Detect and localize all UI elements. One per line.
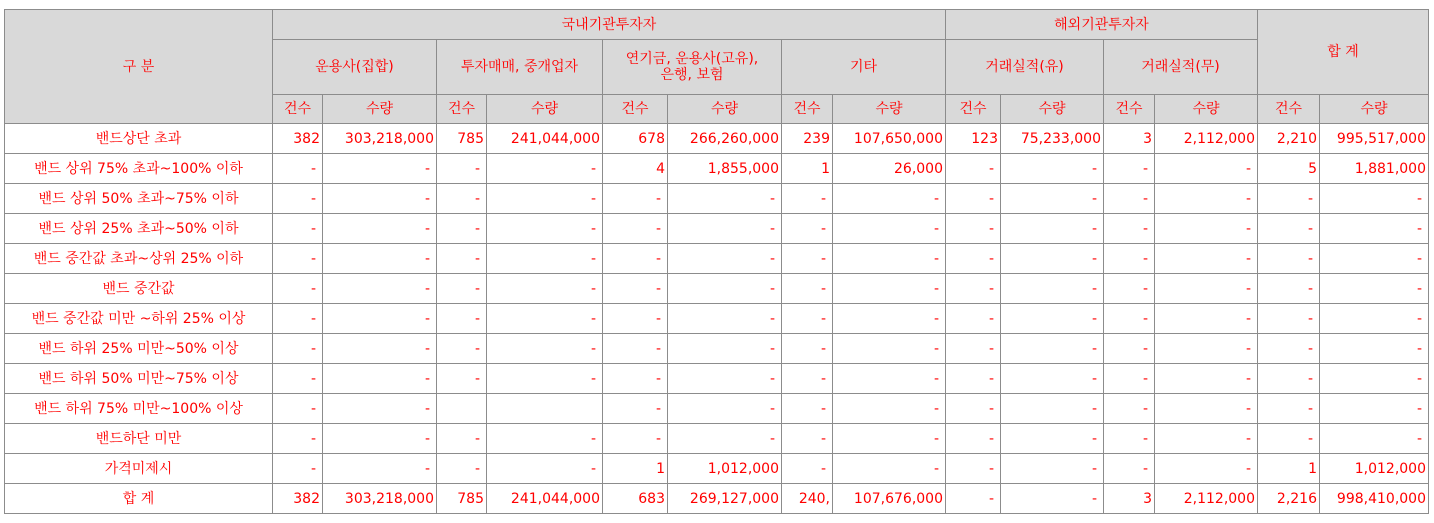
- count-cell: -: [1104, 334, 1155, 364]
- count-cell: -: [1258, 244, 1320, 274]
- table-row: [5, 424, 1429, 454]
- quantity-cell: -: [487, 274, 603, 304]
- total-header: 합 계: [1258, 10, 1429, 95]
- quantity-cell: -: [1001, 394, 1104, 424]
- row-label: 합 계: [5, 484, 273, 514]
- count-cell: -: [1104, 424, 1155, 454]
- quantity-cell: 1,012,000: [668, 454, 782, 484]
- count-cell: 3: [1104, 484, 1155, 514]
- quantity-cell: -: [1001, 484, 1104, 514]
- quantity-cell: -: [668, 304, 782, 334]
- quantity-cell: -: [1155, 394, 1258, 424]
- count-cell: -: [437, 334, 487, 364]
- quantity-cell: -: [1320, 184, 1429, 214]
- group-header-track-record-no: 거래실적(무): [1104, 40, 1258, 95]
- count-cell: -: [782, 304, 833, 334]
- quantity-cell: 303,218,000: [323, 484, 437, 514]
- quantity-cell: -: [668, 334, 782, 364]
- count-cell: 1: [1258, 454, 1320, 484]
- count-cell: -: [603, 364, 668, 394]
- quantity-cell: -: [487, 154, 603, 184]
- quantity-cell: 241,044,000: [487, 124, 603, 154]
- quantity-column-header: 수량: [833, 95, 946, 124]
- count-cell: -: [273, 334, 323, 364]
- count-column-header: 건수: [437, 95, 487, 124]
- count-cell: -: [946, 454, 1001, 484]
- quantity-cell: 26,000: [833, 154, 946, 184]
- quantity-cell: -: [487, 214, 603, 244]
- quantity-column-header: 수량: [1320, 95, 1429, 124]
- table-row: [5, 454, 1429, 484]
- count-cell: -: [603, 274, 668, 304]
- count-cell: -: [1104, 274, 1155, 304]
- quantity-cell: 266,260,000: [668, 124, 782, 154]
- count-cell: -: [1258, 304, 1320, 334]
- quantity-cell: -: [1155, 304, 1258, 334]
- count-cell: -: [437, 244, 487, 274]
- group-header-broker-dealer: 투자매매, 중개업자: [437, 40, 603, 95]
- table-body: [5, 124, 1429, 514]
- count-cell: -: [437, 154, 487, 184]
- row-label: 밴드 상위 50% 초과~75% 이하: [5, 184, 273, 214]
- quantity-cell: [487, 394, 603, 424]
- count-cell: -: [946, 484, 1001, 514]
- count-cell: 382: [273, 124, 323, 154]
- row-label: 밴드상단 초과: [5, 124, 273, 154]
- quantity-cell: -: [1155, 424, 1258, 454]
- count-cell: -: [1104, 364, 1155, 394]
- quantity-cell: 2,112,000: [1155, 124, 1258, 154]
- count-column-header: 건수: [1258, 95, 1320, 124]
- count-cell: 123: [946, 124, 1001, 154]
- count-cell: -: [1258, 424, 1320, 454]
- count-cell: -: [946, 184, 1001, 214]
- count-cell: 2,216: [1258, 484, 1320, 514]
- count-cell: -: [273, 424, 323, 454]
- allocation-table: [4, 9, 1429, 514]
- quantity-cell: -: [833, 334, 946, 364]
- quantity-cell: -: [833, 304, 946, 334]
- quantity-cell: -: [1155, 274, 1258, 304]
- count-cell: -: [437, 304, 487, 334]
- count-cell: -: [603, 184, 668, 214]
- count-cell: -: [1104, 184, 1155, 214]
- quantity-cell: 107,650,000: [833, 124, 946, 154]
- foreign-investor-header: 해외기관투자자: [946, 10, 1258, 40]
- count-cell: 1: [782, 154, 833, 184]
- quantity-cell: -: [1001, 334, 1104, 364]
- allocation-table-container: [4, 9, 1429, 514]
- count-cell: -: [273, 364, 323, 394]
- count-cell: -: [273, 274, 323, 304]
- count-cell: -: [603, 214, 668, 244]
- quantity-column-header: 수량: [1155, 95, 1258, 124]
- quantity-cell: -: [487, 364, 603, 394]
- quantity-cell: -: [668, 274, 782, 304]
- quantity-cell: 303,218,000: [323, 124, 437, 154]
- table-row: [5, 274, 1429, 304]
- row-label: 밴드 중간값 미만 ~하위 25% 이상: [5, 304, 273, 334]
- quantity-cell: -: [487, 304, 603, 334]
- count-cell: -: [437, 184, 487, 214]
- row-label: 밴드 중간값 초과~상위 25% 이하: [5, 244, 273, 274]
- quantity-cell: -: [668, 184, 782, 214]
- count-cell: -: [603, 304, 668, 334]
- quantity-cell: -: [1320, 304, 1429, 334]
- count-cell: -: [946, 154, 1001, 184]
- count-cell: -: [437, 424, 487, 454]
- count-cell: -: [782, 244, 833, 274]
- quantity-cell: -: [323, 214, 437, 244]
- quantity-cell: 2,112,000: [1155, 484, 1258, 514]
- quantity-cell: -: [487, 334, 603, 364]
- count-cell: -: [782, 334, 833, 364]
- count-cell: -: [273, 214, 323, 244]
- row-label: 가격미제시: [5, 454, 273, 484]
- quantity-cell: -: [323, 184, 437, 214]
- count-cell: -: [603, 394, 668, 424]
- table-row: [5, 364, 1429, 394]
- count-cell: -: [782, 274, 833, 304]
- quantity-cell: -: [323, 424, 437, 454]
- group-header-pension-line1: 연기금, 운용사(고유),: [625, 51, 759, 67]
- count-cell: -: [1258, 394, 1320, 424]
- count-cell: -: [1104, 154, 1155, 184]
- quantity-cell: -: [1001, 454, 1104, 484]
- quantity-cell: -: [833, 424, 946, 454]
- quantity-cell: -: [487, 244, 603, 274]
- count-column-header: 건수: [1104, 95, 1155, 124]
- count-cell: -: [946, 424, 1001, 454]
- quantity-cell: -: [1320, 364, 1429, 394]
- count-column-header: 건수: [946, 95, 1001, 124]
- count-cell: -: [273, 394, 323, 424]
- quantity-cell: 75,233,000: [1001, 124, 1104, 154]
- group-header-asset-manager-collective: 운용사(집합): [273, 40, 437, 95]
- quantity-cell: -: [1001, 424, 1104, 454]
- count-cell: -: [437, 364, 487, 394]
- quantity-cell: -: [323, 244, 437, 274]
- quantity-cell: 107,676,000: [833, 484, 946, 514]
- quantity-cell: -: [1155, 214, 1258, 244]
- quantity-cell: -: [487, 424, 603, 454]
- group-header-track-record-yes: 거래실적(유): [946, 40, 1104, 95]
- quantity-cell: 269,127,000: [668, 484, 782, 514]
- row-label: 밴드 하위 50% 미만~75% 이상: [5, 364, 273, 394]
- count-cell: -: [603, 244, 668, 274]
- count-cell: 678: [603, 124, 668, 154]
- count-cell: -: [782, 454, 833, 484]
- quantity-cell: -: [1001, 364, 1104, 394]
- quantity-cell: -: [1320, 274, 1429, 304]
- count-cell: -: [273, 454, 323, 484]
- quantity-cell: -: [487, 184, 603, 214]
- count-cell: -: [1104, 454, 1155, 484]
- table-row: [5, 304, 1429, 334]
- quantity-cell: -: [1155, 154, 1258, 184]
- count-cell: -: [1258, 364, 1320, 394]
- quantity-column-header: 수량: [668, 95, 782, 124]
- total-row: [5, 484, 1429, 514]
- group-header-other: 기타: [782, 40, 946, 95]
- table-row: [5, 184, 1429, 214]
- quantity-cell: -: [323, 304, 437, 334]
- quantity-cell: -: [833, 214, 946, 244]
- category-header: 구 분: [5, 10, 273, 124]
- quantity-cell: -: [668, 394, 782, 424]
- count-column-header: 건수: [603, 95, 668, 124]
- count-cell: -: [273, 244, 323, 274]
- quantity-cell: -: [1320, 424, 1429, 454]
- count-cell: -: [946, 304, 1001, 334]
- count-cell: -: [946, 274, 1001, 304]
- table-row: [5, 394, 1429, 424]
- quantity-cell: 241,044,000: [487, 484, 603, 514]
- table-row: [5, 124, 1429, 154]
- quantity-cell: 1,881,000: [1320, 154, 1429, 184]
- row-label: 밴드 중간값: [5, 274, 273, 304]
- count-cell: -: [1104, 304, 1155, 334]
- quantity-cell: -: [1320, 334, 1429, 364]
- count-cell: -: [946, 244, 1001, 274]
- count-cell: -: [1258, 214, 1320, 244]
- count-cell: -: [437, 214, 487, 244]
- count-cell: 1: [603, 454, 668, 484]
- quantity-cell: -: [1320, 394, 1429, 424]
- quantity-column-header: 수량: [487, 95, 603, 124]
- count-cell: -: [1258, 334, 1320, 364]
- row-label: 밴드 하위 25% 미만~50% 이상: [5, 334, 273, 364]
- count-cell: -: [603, 334, 668, 364]
- count-cell: -: [1104, 214, 1155, 244]
- quantity-cell: 998,410,000: [1320, 484, 1429, 514]
- count-cell: -: [273, 184, 323, 214]
- quantity-cell: -: [833, 274, 946, 304]
- quantity-cell: 1,012,000: [1320, 454, 1429, 484]
- count-cell: 5: [1258, 154, 1320, 184]
- count-cell: -: [946, 364, 1001, 394]
- row-label: 밴드 상위 25% 초과~50% 이하: [5, 214, 273, 244]
- table-row: [5, 154, 1429, 184]
- count-cell: 683: [603, 484, 668, 514]
- row-label: 밴드하단 미만: [5, 424, 273, 454]
- quantity-cell: -: [668, 244, 782, 274]
- count-cell: -: [437, 454, 487, 484]
- domestic-investor-header: 국내기관투자자: [273, 10, 946, 40]
- group-header-pension-line2: 은행, 보험: [660, 67, 724, 83]
- count-cell: -: [782, 214, 833, 244]
- count-cell: 382: [273, 484, 323, 514]
- count-cell: 240,: [782, 484, 833, 514]
- count-cell: -: [946, 394, 1001, 424]
- row-label: 밴드 하위 75% 미만~100% 이상: [5, 394, 273, 424]
- quantity-cell: -: [1001, 244, 1104, 274]
- quantity-cell: -: [1155, 244, 1258, 274]
- quantity-cell: -: [323, 394, 437, 424]
- count-cell: -: [782, 184, 833, 214]
- quantity-cell: -: [1320, 214, 1429, 244]
- quantity-cell: -: [1155, 184, 1258, 214]
- count-cell: -: [273, 304, 323, 334]
- quantity-cell: -: [1001, 304, 1104, 334]
- count-cell: -: [946, 214, 1001, 244]
- quantity-cell: -: [668, 364, 782, 394]
- count-cell: 785: [437, 484, 487, 514]
- count-column-header: 건수: [782, 95, 833, 124]
- quantity-cell: -: [1001, 274, 1104, 304]
- quantity-cell: -: [1001, 154, 1104, 184]
- quantity-cell: 995,517,000: [1320, 124, 1429, 154]
- quantity-cell: -: [833, 184, 946, 214]
- count-cell: -: [782, 364, 833, 394]
- count-cell: -: [1104, 244, 1155, 274]
- quantity-cell: -: [323, 334, 437, 364]
- count-cell: 785: [437, 124, 487, 154]
- count-cell: [437, 394, 487, 424]
- table-row: [5, 244, 1429, 274]
- quantity-cell: -: [668, 424, 782, 454]
- count-cell: 4: [603, 154, 668, 184]
- count-cell: -: [273, 154, 323, 184]
- quantity-cell: -: [1155, 454, 1258, 484]
- quantity-cell: 1,855,000: [668, 154, 782, 184]
- quantity-cell: -: [1320, 244, 1429, 274]
- count-cell: -: [1258, 184, 1320, 214]
- quantity-cell: -: [668, 214, 782, 244]
- quantity-cell: -: [1155, 364, 1258, 394]
- quantity-cell: -: [833, 244, 946, 274]
- quantity-cell: -: [323, 454, 437, 484]
- count-cell: 239: [782, 124, 833, 154]
- count-cell: -: [1104, 394, 1155, 424]
- count-cell: -: [603, 424, 668, 454]
- table-row: [5, 214, 1429, 244]
- quantity-cell: -: [487, 454, 603, 484]
- quantity-cell: -: [323, 274, 437, 304]
- quantity-cell: -: [1001, 184, 1104, 214]
- quantity-cell: -: [1001, 214, 1104, 244]
- quantity-column-header: 수량: [1001, 95, 1104, 124]
- quantity-cell: -: [1155, 334, 1258, 364]
- quantity-cell: -: [323, 364, 437, 394]
- quantity-cell: -: [833, 364, 946, 394]
- count-cell: 2,210: [1258, 124, 1320, 154]
- count-cell: -: [1258, 274, 1320, 304]
- count-cell: -: [946, 334, 1001, 364]
- quantity-cell: -: [323, 154, 437, 184]
- count-cell: -: [437, 274, 487, 304]
- group-header-pension-bank-insurance: [603, 40, 782, 95]
- quantity-cell: -: [833, 454, 946, 484]
- row-label: 밴드 상위 75% 초과~100% 이하: [5, 154, 273, 184]
- count-column-header: 건수: [273, 95, 323, 124]
- quantity-cell: -: [833, 394, 946, 424]
- count-cell: -: [782, 424, 833, 454]
- count-cell: 3: [1104, 124, 1155, 154]
- count-cell: -: [782, 394, 833, 424]
- quantity-column-header: 수량: [323, 95, 437, 124]
- table-row: [5, 334, 1429, 364]
